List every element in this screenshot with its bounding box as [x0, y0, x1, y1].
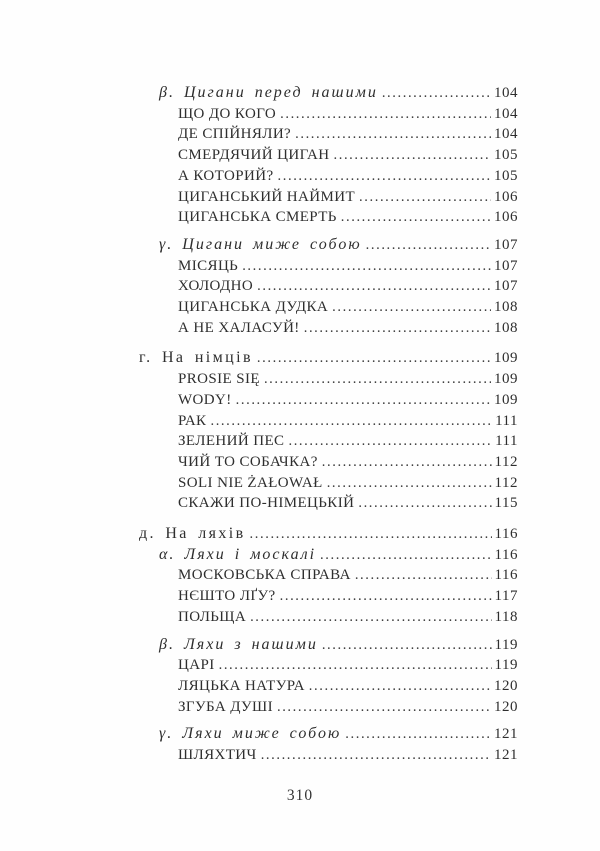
dot-leader [210, 411, 492, 432]
dot-leader [250, 607, 491, 628]
toc-entry[interactable] [139, 493, 518, 514]
dot-leader [332, 297, 491, 318]
dot-leader [278, 166, 491, 187]
toc-entry[interactable] [139, 607, 518, 628]
toc-entry-title: МОСКОВСЬКА СПРАВА [178, 567, 351, 584]
toc-entry-title: ЦИГАНСЬКА ДУДКА [178, 299, 329, 316]
toc-entry-page: 111 [495, 412, 518, 429]
toc-entry-title: β. Цигани перед нашими [159, 84, 378, 101]
toc-entry-page: 107 [494, 257, 518, 274]
toc-entry[interactable] [139, 297, 518, 318]
toc-entry-title: ХОЛОДНО [178, 278, 254, 295]
toc-entry[interactable] [139, 187, 518, 208]
toc-entry-page: 108 [494, 319, 518, 336]
dot-leader [345, 724, 491, 745]
toc-entry-page: 119 [494, 657, 518, 674]
toc-entry[interactable] [139, 697, 518, 718]
toc-entry-page: 118 [494, 608, 518, 625]
dot-leader [242, 256, 491, 277]
toc-entry-page: 109 [494, 371, 518, 388]
dot-leader [366, 235, 491, 256]
dot-leader [358, 493, 491, 514]
toc-entry-page: 109 [494, 350, 518, 367]
toc-entry-page: 106 [494, 209, 518, 226]
toc-entry-title: МІСЯЦЬ [178, 257, 239, 274]
dot-leader [257, 276, 491, 297]
toc-entry[interactable] [139, 431, 518, 452]
toc-entry[interactable] [139, 745, 518, 766]
toc-entry[interactable] [139, 452, 518, 473]
toc-entry-title: ЩО ДО КОГО [178, 105, 277, 122]
toc-entry[interactable] [139, 166, 518, 187]
toc-entry-page: 107 [494, 278, 518, 295]
toc-entry-page: 116 [494, 546, 518, 563]
toc-entry-page: 107 [494, 236, 518, 253]
toc-entry-page: 104 [494, 105, 518, 122]
toc-entry-page: 108 [494, 299, 518, 316]
toc-entry-page: 121 [494, 726, 518, 743]
toc-entry-title: ЧИЙ ТО СОБАЧКА? [178, 453, 318, 470]
toc-entry-title: ЦАРІ [178, 657, 215, 674]
toc-entry-title: α. Ляхи і москалі [159, 545, 317, 563]
dot-leader [280, 104, 491, 125]
dot-leader [382, 83, 491, 104]
toc-entry-page: 105 [494, 167, 518, 184]
toc-entry-title: WODY! [178, 391, 232, 408]
toc-entry-title: γ. Цигани миже собою [159, 235, 362, 253]
dot-leader [219, 655, 492, 676]
toc-entry[interactable] [139, 207, 518, 228]
dot-leader [355, 565, 492, 586]
toc-entry-page: 112 [494, 474, 518, 491]
page-number: 310 [286, 787, 314, 804]
toc-entry-title: ДЕ СПІЙНЯЛИ? [178, 126, 292, 143]
toc-entry[interactable] [139, 145, 518, 166]
toc-entry[interactable] [139, 524, 518, 545]
dot-leader [295, 124, 491, 145]
toc-entry-page: 120 [494, 698, 518, 715]
toc-entry[interactable] [139, 124, 518, 145]
toc-entry[interactable] [139, 635, 518, 656]
toc-entry[interactable] [139, 318, 518, 339]
toc-entry[interactable] [139, 411, 518, 432]
toc-entry[interactable] [139, 256, 518, 277]
dot-leader [334, 145, 492, 166]
toc-entry-page: 106 [494, 188, 518, 205]
toc-entry[interactable] [139, 235, 518, 256]
toc-entry[interactable] [139, 655, 518, 676]
dot-leader [320, 545, 492, 566]
dot-leader [327, 473, 492, 494]
toc-entry-page: 115 [494, 495, 518, 512]
toc-entry[interactable] [139, 369, 518, 390]
toc-entry[interactable] [139, 473, 518, 494]
dot-leader [322, 452, 492, 473]
toc-entry-title: СКАЖИ ПО-НІМЕЦЬКІЙ [178, 495, 355, 512]
toc-entry-page: 111 [495, 433, 518, 450]
toc-entry-title: ШЛЯХТИЧ [178, 747, 257, 764]
toc-entry-page: 119 [494, 636, 518, 653]
toc-entry[interactable] [139, 276, 518, 297]
dot-leader [288, 431, 492, 452]
toc-entry-title: SOLI NIE ŻAŁOWAŁ [178, 474, 323, 491]
table-of-contents [139, 83, 518, 766]
toc-entry[interactable] [139, 104, 518, 125]
toc-entry-title: СМЕРДЯЧИЙ ЦИГАН [178, 147, 330, 164]
toc-entry[interactable] [139, 724, 518, 745]
dot-leader [261, 745, 491, 766]
toc-entry-title: г. На німців [139, 349, 253, 367]
toc-entry-title: РАК [178, 412, 207, 429]
dot-leader [277, 697, 491, 718]
toc-entry-title: ЗГУБА ДУШІ [178, 698, 273, 715]
toc-entry-title: А КОТОРИЙ? [178, 167, 274, 184]
toc-entry-title: ЛЯЦЬКА НАТУРА [178, 677, 305, 694]
toc-entry-page: 117 [494, 588, 518, 605]
dot-leader [359, 187, 491, 208]
dot-leader [322, 635, 492, 656]
toc-entry-title: γ. Ляхи миже собою [159, 725, 342, 743]
toc-entry-page: 121 [494, 747, 518, 764]
toc-entry-title: ЦИГАНСЬКА СМЕРТЬ [178, 209, 337, 226]
toc-entry[interactable] [139, 83, 518, 104]
dot-leader [341, 207, 491, 228]
dot-leader [280, 586, 492, 607]
toc-entry-page: 105 [494, 147, 518, 164]
toc-entry[interactable] [139, 565, 518, 586]
toc-entry-title: PROSIE SIĘ [178, 371, 260, 388]
toc-entry-page: 104 [494, 85, 518, 101]
toc-entry-title: А НЕ ХАЛАСУЙ! [178, 319, 300, 336]
toc-entry-page: 104 [494, 126, 518, 143]
toc-entry-page: 116 [494, 567, 518, 584]
toc-entry-title: ЦИГАНСЬКИЙ НАЙМИТ [178, 188, 356, 205]
toc-entry[interactable] [139, 545, 518, 566]
dot-leader [257, 348, 491, 369]
toc-entry-title: ЗЕЛЕНИЙ ПЕС [178, 433, 285, 450]
dot-leader [304, 318, 491, 339]
toc-entry[interactable] [139, 390, 518, 411]
toc-entry-page: 120 [494, 677, 518, 694]
toc-entry-title: д. На ляхів [139, 525, 246, 543]
toc-entry-page: 109 [494, 391, 518, 408]
toc-entry[interactable] [139, 676, 518, 697]
toc-entry[interactable] [139, 348, 518, 369]
toc-entry[interactable] [139, 586, 518, 607]
toc-entry-title: ПОЛЬЩА [178, 608, 247, 625]
dot-leader [309, 676, 491, 697]
toc-entry-title: β. Ляхи з нашими [159, 635, 318, 653]
toc-entry-page: 116 [494, 526, 518, 543]
dot-leader [236, 390, 491, 411]
dot-leader [250, 524, 492, 545]
dot-leader [264, 369, 491, 390]
toc-entry-title: НЄШТО ЛҐУ? [178, 588, 276, 605]
toc-entry-page: 112 [494, 453, 518, 470]
